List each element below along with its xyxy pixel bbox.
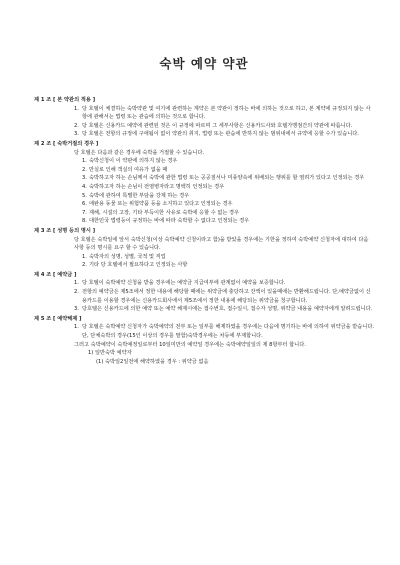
article-heading: 제 4 조 [ 예약금 ]: [34, 271, 77, 278]
numbered-item: [34, 209, 374, 218]
item-text: 당 호텔은 신용카드 예약에 관련된 것은 이 규정에 따르며 그 세부사항은 신용카드사와 호텔가맹점간의 약관에 따릅니다.: [82, 122, 353, 129]
item-number: 8.: [82, 218, 87, 225]
article-heading: 제 5 조 [ 예약해제 ]: [34, 315, 82, 322]
numbered-item: [34, 323, 374, 340]
item-number: 4.: [82, 183, 87, 190]
sub-heading: 1) 일반숙박 예약자: [88, 350, 132, 357]
item-text: 숙박자의 성명, 성별, 국적 및 직업: [89, 253, 166, 260]
numbered-item: [34, 122, 374, 131]
item-text: 숙박하고자 하는 손님께서 숙박에 관한 법령 또는 공공질서나 미풍양속에 위배되는 행위를 할 염려가 있다고 인정되는 경우: [89, 175, 365, 182]
item-text: 기타 당 호텔에서 필요하다고 인정되는 사항: [89, 262, 188, 269]
item-number: 3.: [74, 306, 79, 313]
numbered-item: [34, 261, 374, 270]
item-text: 재해, 시설의 고장, 기타 부득이한 사유로 숙박에 응할 수 없는 경우: [89, 209, 240, 216]
numbered-item: [34, 288, 374, 305]
numbered-item: [34, 130, 374, 139]
item-text: 대한민국 법령등이 규정하는 바에 따라 숙박할 수 없다고 인정되는 경우: [89, 218, 250, 225]
article-heading: 제 2 조 [ 숙박거절의 경우 ]: [34, 140, 99, 147]
article-section: [34, 271, 374, 314]
numbered-item: [34, 200, 374, 209]
item-number: 3.: [82, 175, 87, 182]
article-intro: 당 호텔은 숙박일에 앞서 숙박신청(이상 숙박예약 신청이라고 함)을 받았을 경우에는 기한을 정하여 숙박예약 신청자에 대하여 다음 사항 등의 명시를 요구 할 수 있습니다.: [74, 236, 369, 252]
article-section: [34, 315, 374, 367]
item-text: 당 호텔이 체결하는 숙박약관 및 여기에 관련하는 계약은 본 약관이 정하는 바에 의하는 것으로 하고, 본 계약에 규정되지 않는 사항에 관해서는 법령 또는 관습에 의하는 것으로 합니다.: [82, 105, 371, 121]
item-number: 2.: [82, 262, 87, 269]
article-intro: 당 호텔은 다음과 같은 경우에 숙박을 거절할 수 있습니다.: [74, 149, 205, 156]
numbered-item: [34, 166, 374, 175]
article-heading: 제 3 조 [ 성명 등의 명시 ]: [34, 227, 96, 234]
item-number: 7.: [82, 209, 87, 216]
article-note: 그러고 숙박예약이 숙박예정일로부터 10일미만의 예약일 경우에는 숙박예약일일의 제 8항부터 합니다.: [74, 341, 306, 348]
item-text: 숙박에 관하여 특별한 부담을 강제 하는 경우: [89, 192, 190, 199]
item-number: 2.: [82, 166, 87, 173]
item-number: 1.: [74, 280, 79, 287]
item-text: 애완용 동물 또는 위험약품 등을 소지하고 있다고 인정되는 경우: [89, 201, 233, 208]
numbered-item: [34, 305, 374, 314]
page-title: 숙박 예약 약관: [159, 56, 249, 71]
item-number: 2.: [74, 122, 79, 129]
item-text: 당 호텔이 숙박예약 신청을 받을 경우에는 예약금 지급여부에 관계없이 예약을 보증합니다.: [82, 280, 286, 287]
numbered-item: [34, 253, 374, 262]
item-text: 숙박하고자 하는 손님이 전염병자라고 명백히 인정되는 경우: [89, 183, 225, 190]
numbered-item: [34, 192, 374, 201]
numbered-item: [34, 217, 374, 226]
item-number: 2.: [74, 289, 79, 296]
item-number: 1.: [82, 158, 87, 165]
item-text: 전항의 예약금은 제5조에서 정한 내용에 해당할 때에는 위약금에 충당하고 잔액이 있을때에는 반환해드립니다. 단,예약금없이 신용카드를 이용할 경우에는 신용카드회사에서 제5조에서 정한 내용에 해당되는 위약금을 청구합니다.: [82, 289, 371, 304]
sub-item-text: (1) 숙박일2일전에 해약하였을 경우 : 위약금 없음: [96, 358, 209, 365]
item-text: 만실로 인해 객실의 여유가 없을 때: [89, 166, 168, 173]
item-text: 당 호텔은 숙박예약 신청자가 숙박예약의 전부 또는 일부를 해제하였을 경우에는 다음에 명기하는 바에 의하여 위약금을 받습니다. 단, 단체숙박의 경우(15인 이상의 경우를 말함)숙박경우에는 차등에 부재합니다.: [82, 324, 374, 340]
item-number: 6.: [82, 201, 87, 208]
numbered-item: [34, 157, 374, 166]
item-number: 3.: [74, 131, 79, 138]
article-heading: 제 1 조 [ 본 약관의 적용 ]: [34, 97, 96, 103]
item-text: 당호텔은 신용카드에 의한 예약 또는 예약 해제시에는 접수번호, 접수일시, 접수자 성명, 위약금 내용을 예약자에게 알려드립니다.: [82, 306, 373, 313]
item-text: 당 호텔은 전항의 규정에 구애됨이 없이 약관의 취지, 법령 또는 관습에 반하지 않는 범위내에서 규약에 응할 수가 있습니다.: [82, 131, 359, 138]
terms-body: [34, 96, 374, 366]
item-number: 1.: [74, 324, 79, 331]
numbered-item: [34, 174, 374, 183]
item-number: 1.: [74, 105, 79, 112]
item-number: 1.: [82, 253, 87, 260]
article-section: [34, 140, 374, 226]
numbered-item: [34, 105, 374, 122]
numbered-item: [34, 183, 374, 192]
numbered-item: [34, 279, 374, 288]
article-section: [34, 227, 374, 270]
item-number: 5.: [82, 192, 87, 199]
item-text: 숙박신청이 이 약관에 의하지 않는 경우: [89, 158, 178, 165]
article-section: [34, 96, 374, 139]
